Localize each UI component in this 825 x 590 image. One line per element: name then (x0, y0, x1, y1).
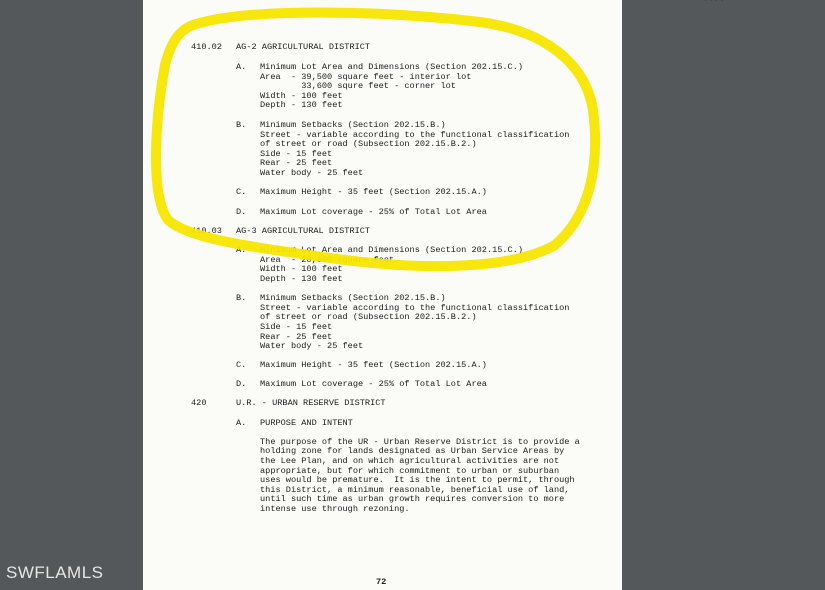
section-title: AG-2 AGRICULTURAL DISTRICT (236, 42, 371, 52)
paragraph-line: the Lee Plan, and on which agricultural activities are not (260, 456, 560, 466)
watermark: SWFLAMLS (6, 563, 104, 582)
section-title: AG-3 AGRICULTURAL DISTRICT (236, 226, 371, 236)
item-line: Water body - 25 feet (260, 341, 364, 351)
paragraph-line: The purpose of the UR - Urban Reserve District is to provide a (260, 437, 580, 447)
item-line: Minimum Setbacks (Section 202.15.B.) (260, 293, 446, 303)
item-line: Depth - 130 feet (260, 274, 343, 284)
page-number: 72 (376, 577, 387, 587)
item-letter: C. (236, 360, 247, 370)
paragraph-line: appropriate, but for which commitment to urban or suburban (260, 466, 560, 476)
section-number: 410.02 (191, 42, 222, 52)
item-letter: B. (236, 293, 247, 303)
item-line: Rear - 25 feet (260, 332, 333, 342)
item-letter: B. (236, 120, 247, 130)
item-line: Street - variable according to the functional classification (260, 130, 570, 140)
item-line: 33,600 squre feet - corner lot (260, 81, 456, 91)
paragraph-line: intense use through rezoning. (260, 504, 410, 514)
item-line: of street or road (Subsection 202.15.B.2.) (260, 312, 477, 322)
top-cut-text (703, 0, 725, 4)
item-line: Area - 39,500 square feet - interior lot (260, 72, 472, 82)
paragraph-line: until such time as urban growth requires conversion to more (260, 494, 565, 504)
item-line: Maximum Lot coverage - 25% of Total Lot Area (260, 207, 487, 217)
item-line: Rear - 25 feet (260, 158, 333, 168)
item-line: Width - 100 feet (260, 264, 343, 274)
item-line: Maximum Height - 35 feet (Section 202.15.A.) (260, 360, 487, 370)
item-letter: D. (236, 207, 247, 217)
item-line: Width - 100 feet (260, 91, 343, 101)
item-line: Minimum Lot Area and Dimensions (Section 202.15.C.) (260, 62, 524, 72)
item-letter: A. (236, 245, 247, 255)
item-line: Water body - 25 feet (260, 168, 364, 178)
section-number: 420 (191, 398, 207, 408)
item-letter: A. (236, 418, 247, 428)
section-number: 410.03 (191, 226, 222, 236)
paragraph-line: holding zone for lands designated as Urban Service Areas by (260, 446, 565, 456)
item-line: PURPOSE AND INTENT (260, 418, 353, 428)
section-title: U.R. - URBAN RESERVE DISTRICT (236, 398, 386, 408)
item-line: Minimum Lot Area and Dimensions (Section 202.15.C.) (260, 245, 524, 255)
document-page (143, 0, 622, 590)
paragraph-line: this District, a minimum reasonable, beneficial use of land, (260, 485, 570, 495)
item-letter: D. (236, 379, 247, 389)
item-line: Minimum Setbacks (Section 202.15.B.) (260, 120, 446, 130)
item-line: Maximum Height - 35 feet (Section 202.15.A.) (260, 187, 487, 197)
paragraph-line: uses would be premature. It is the intent to permit, through (260, 475, 575, 485)
item-line: Area - 20,000 square feet (260, 255, 395, 265)
item-letter: A. (236, 62, 247, 72)
item-letter: C. (236, 187, 247, 197)
item-line: Side - 15 feet (260, 322, 333, 332)
item-line: Maximum Lot coverage - 25% of Total Lot Area (260, 379, 487, 389)
item-line: Street - variable according to the functional classification (260, 303, 570, 313)
item-line: Side - 15 feet (260, 149, 333, 159)
item-line: Depth - 130 feet (260, 100, 343, 110)
item-line: of street or road (Subsection 202.15.B.2.) (260, 139, 477, 149)
